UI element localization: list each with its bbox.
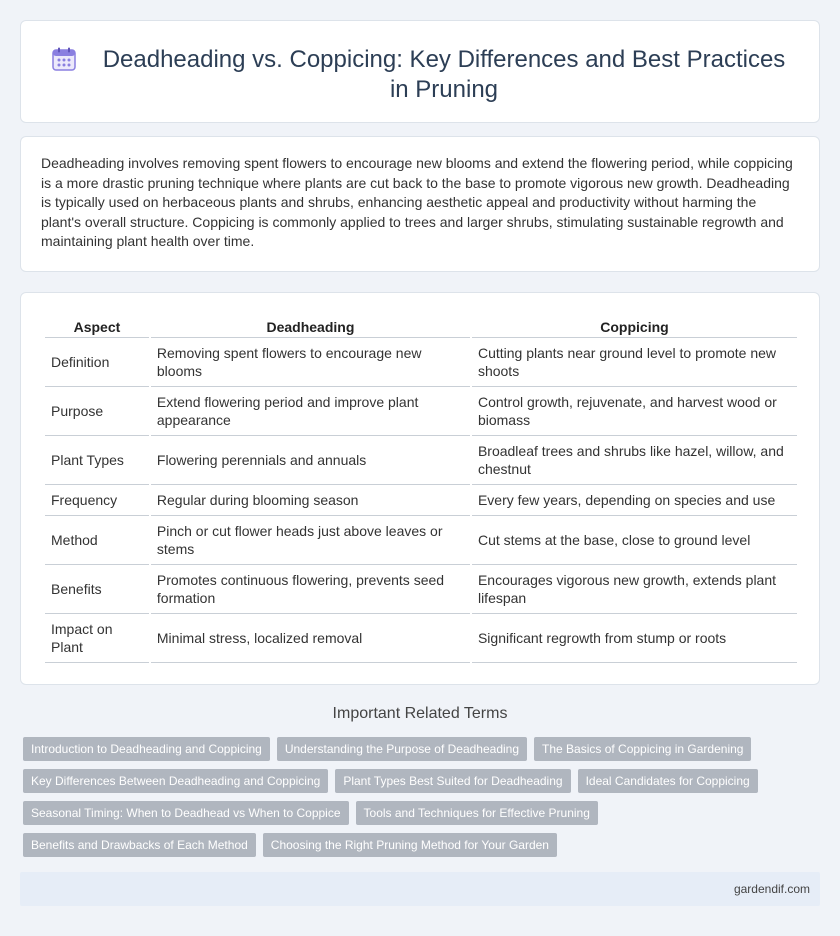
related-term-link[interactable]: Ideal Candidates for Coppicing bbox=[578, 769, 758, 793]
aspect-cell: Frequency bbox=[45, 485, 149, 516]
header-aspect: Aspect bbox=[45, 311, 149, 338]
aspect-cell: Impact on Plant bbox=[45, 614, 149, 663]
aspect-cell: Method bbox=[45, 516, 149, 565]
page-title: Deadheading vs. Coppicing: Key Differences and Best Practices in Pruning bbox=[102, 46, 786, 103]
coppicing-cell: Every few years, depending on species and use bbox=[472, 485, 797, 516]
coppicing-cell: Cutting plants near ground level to promote new shoots bbox=[472, 338, 797, 387]
coppicing-cell: Significant regrowth from stump or roots bbox=[472, 614, 797, 663]
aspect-cell: Definition bbox=[45, 338, 149, 387]
related-term-link[interactable]: Seasonal Timing: When to Deadhead vs When to Coppice bbox=[23, 801, 349, 825]
comparison-table bbox=[43, 311, 799, 663]
deadheading-cell: Pinch or cut flower heads just above leaves or stems bbox=[151, 516, 470, 565]
related-term-link[interactable]: Benefits and Drawbacks of Each Method bbox=[23, 833, 256, 857]
related-terms-list bbox=[23, 737, 803, 865]
related-term-link[interactable]: Plant Types Best Suited for Deadheading bbox=[335, 769, 570, 793]
header-deadheading: Deadheading bbox=[151, 311, 470, 338]
related-term-link[interactable]: Key Differences Between Deadheading and Coppicing bbox=[23, 769, 328, 793]
intro-paragraph: Deadheading involves removing spent flowers to encourage new blooms and extend the flowering period, while coppicing is a more drastic pruning technique where plants are cut back to the base to promote vigorous new growth. Deadheading is typically used on herbaceous plants and shrubs, enhancing aesthetic appeal and productivity without harming the plant's overall structure. Coppicing is commonly applied to trees and larger shrubs, stimulating sustainable regrowth and maintaining plant health over time. bbox=[41, 155, 793, 250]
deadheading-cell: Removing spent flowers to encourage new blooms bbox=[151, 338, 470, 387]
comparison-table-card bbox=[20, 292, 820, 685]
table-row bbox=[45, 387, 797, 436]
coppicing-cell: Control growth, rejuvenate, and harvest wood or biomass bbox=[472, 387, 797, 436]
coppicing-cell: Encourages vigorous new growth, extends plant lifespan bbox=[472, 565, 797, 614]
aspect-cell: Benefits bbox=[45, 565, 149, 614]
aspect-cell: Purpose bbox=[45, 387, 149, 436]
aspect-cell: Plant Types bbox=[45, 436, 149, 485]
deadheading-cell: Minimal stress, localized removal bbox=[151, 614, 470, 663]
table-row bbox=[45, 516, 797, 565]
table-row bbox=[45, 436, 797, 485]
deadheading-cell: Regular during blooming season bbox=[151, 485, 470, 516]
table-row bbox=[45, 565, 797, 614]
footer bbox=[20, 872, 820, 906]
related-term-link[interactable]: Introduction to Deadheading and Coppicing bbox=[23, 737, 270, 761]
deadheading-cell: Promotes continuous flowering, prevents seed formation bbox=[151, 565, 470, 614]
calendar-icon bbox=[51, 46, 77, 72]
table-header-row bbox=[45, 311, 797, 338]
table-row bbox=[45, 485, 797, 516]
related-term-link[interactable]: The Basics of Coppicing in Gardening bbox=[534, 737, 751, 761]
deadheading-cell: Flowering perennials and annuals bbox=[151, 436, 470, 485]
related-terms-heading: Important Related Terms bbox=[332, 705, 508, 722]
table-row bbox=[45, 338, 797, 387]
coppicing-cell: Cut stems at the base, close to ground level bbox=[472, 516, 797, 565]
title-card bbox=[20, 20, 820, 123]
table-row bbox=[45, 614, 797, 663]
related-term-link[interactable]: Tools and Techniques for Effective Pruning bbox=[356, 801, 598, 825]
header-coppicing: Coppicing bbox=[472, 311, 797, 338]
deadheading-cell: Extend flowering period and improve plant appearance bbox=[151, 387, 470, 436]
related-term-link[interactable]: Choosing the Right Pruning Method for Your Garden bbox=[263, 833, 557, 857]
site-name[interactable]: gardendif.com bbox=[733, 882, 810, 896]
intro-card bbox=[20, 136, 820, 272]
related-term-link[interactable]: Understanding the Purpose of Deadheading bbox=[277, 737, 527, 761]
coppicing-cell: Broadleaf trees and shrubs like hazel, willow, and chestnut bbox=[472, 436, 797, 485]
